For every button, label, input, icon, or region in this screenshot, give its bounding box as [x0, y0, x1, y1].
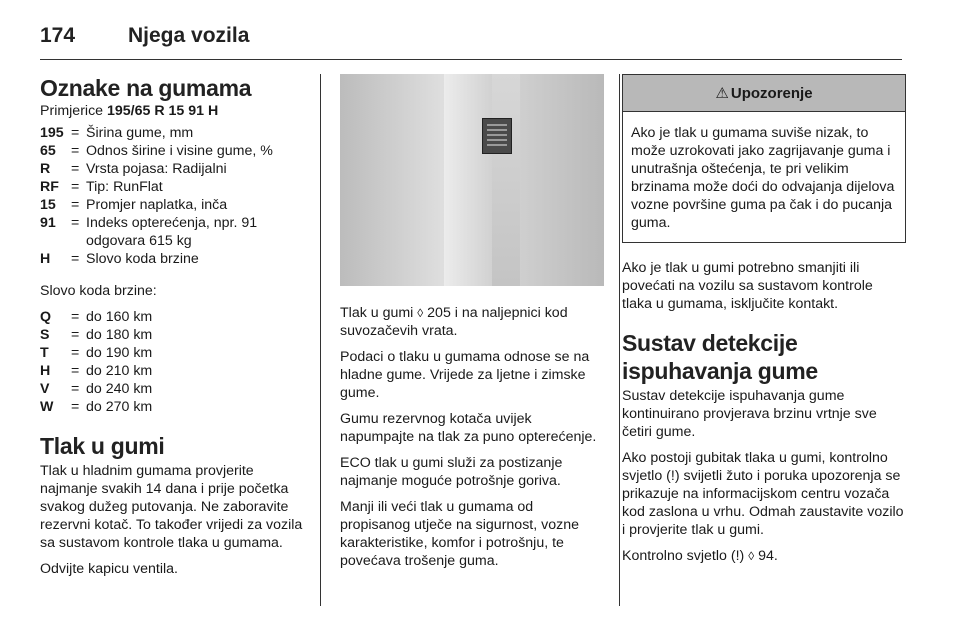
speed-code-key: V: [40, 381, 50, 397]
tyre-code-row: [40, 160, 306, 178]
column-2: [340, 74, 606, 570]
speed-code-value: do 180 km: [86, 327, 153, 343]
page-ref-number[interactable]: 205: [427, 305, 451, 321]
speed-code-eq: =: [71, 345, 80, 361]
speed-code-eq: =: [71, 327, 80, 343]
warning-box: [622, 74, 906, 243]
heading-deflation-detection: Sustav detekcije ispuhavanja gume: [622, 330, 818, 384]
tyre-code-eq: =: [71, 161, 80, 177]
speed-code-key: S: [40, 327, 50, 343]
cold-tyre-paragraph: Podaci o tlaku u gumama odnose se na hladne gume. Vrijede za ljetne i zimske gume.: [340, 349, 590, 401]
warning-triangle-icon: ⚠: [715, 85, 729, 102]
example-prefix: Primjerice: [40, 103, 104, 119]
tyre-code-value: Širina gume, mm: [86, 125, 194, 141]
chapter-title: Njega vozila: [128, 24, 250, 47]
pressure-loss-text: Ako postoji gubitak tlaka u gumi, kontrolno svjetlo: [622, 450, 888, 484]
heading-tyre-pressure: Tlak u gumi: [40, 433, 165, 459]
tyre-warning-light-icon-2: (!): [730, 548, 745, 564]
tyre-code-eq: =: [71, 179, 80, 195]
speed-code-key: W: [40, 399, 54, 415]
page-ref-number-2[interactable]: 94.: [758, 548, 778, 564]
tyre-code-value: Slovo koda brzine: [86, 251, 199, 267]
warning-text: Ako je tlak u gumama suviše nizak, to može uzrokovati jako zagrijavanje guma i unutrašnja oštećenja, te pri velikim brzinama može doći do odvajanja dijelova vozne površine guma pa čak i do pucanja guma.: [631, 125, 895, 231]
tyre-code-row: [40, 250, 306, 268]
tyre-code-eq: =: [71, 143, 80, 159]
spare-wheel-paragraph: Gumu rezervnog kotača uvijek napumpajte na tlak za puno opterećenje.: [340, 411, 597, 445]
tyre-code-key: RF: [40, 179, 59, 195]
tyre-code-row: [40, 178, 306, 196]
tyre-code-value: Tip: RunFlat: [86, 179, 163, 195]
pressure-paragraph: Tlak u hladnim gumama provjerite najmanje svakih 14 dana i prije početka svakog dužeg putovanja. Ne zaboravite rezervni kotač. To također vrijedi za vozila sa sustavom kontrole tlaka u gumama.: [40, 463, 303, 551]
warning-header: [623, 75, 905, 112]
tyre-code-key: R: [40, 161, 51, 177]
eco-paragraph: ECO tlak u gumi služi za postizanje najmanje moguće potrošnje goriva.: [340, 455, 563, 489]
pressure-reference-text-2: i na naljepnici kod suvozačevih vrata.: [340, 305, 568, 339]
tyre-code-eq: =: [71, 215, 80, 231]
speed-code-eq: =: [71, 309, 80, 325]
column-divider-1: [320, 74, 321, 606]
speed-code-value: do 210 km: [86, 363, 153, 379]
photo-shadow: [520, 74, 604, 286]
speed-code-row: [40, 326, 306, 344]
speed-code-key: Q: [40, 309, 52, 325]
speed-code-key: T: [40, 345, 49, 361]
speed-code-eq: =: [71, 363, 80, 379]
example-value: 195/65 R 15 91 H: [107, 103, 219, 119]
detection-paragraph: Sustav detekcije ispuhavanja gume kontinuirano provjerava brzinu vrtnje sve četiri gume.: [622, 388, 877, 440]
speed-code-eq: =: [71, 399, 80, 415]
speed-code-row: [40, 308, 306, 326]
tyre-code-key: 91: [40, 215, 56, 231]
speed-code-value: do 160 km: [86, 309, 153, 325]
tyre-code-key: 65: [40, 143, 56, 159]
header-rule: [40, 59, 902, 60]
speed-code-value: do 270 km: [86, 399, 153, 415]
tyre-code-row: [40, 196, 306, 214]
page-ref-icon-2: ◊: [748, 549, 755, 563]
speed-code-eq: =: [71, 381, 80, 397]
tyre-code-value: Promjer naplatka, inča: [86, 197, 228, 213]
speed-intro: Slovo koda brzine:: [40, 283, 157, 299]
tyre-code-value: Vrsta pojasa: Radijalni: [86, 161, 227, 177]
column-3: [622, 74, 906, 565]
speed-code-row: [40, 380, 306, 398]
pressure-effects-paragraph: Manji ili veći tlak u gumama od propisanog utječe na sigurnost, vozne karakteristike, komfor i potrošnju, te povećava trošenje guma.: [340, 499, 579, 569]
warning-light-text: Kontrolno svjetlo: [622, 548, 727, 564]
page-number: 174: [40, 24, 76, 47]
adjust-pressure-paragraph: Ako je tlak u gumi potrebno smanjiti ili povećati na vozilu sa sustavom kontrole tlaka u gumama, isključite kontakt.: [622, 260, 873, 312]
speed-code-row: [40, 362, 306, 380]
speed-code-row: [40, 344, 306, 362]
speed-code-key: H: [40, 363, 51, 379]
tyre-code-row: [40, 214, 306, 250]
pressure-loss-paragraph: [622, 449, 906, 539]
example-line: [40, 102, 306, 120]
tyre-code-key: 195: [40, 125, 64, 141]
pressure-reference: [340, 304, 606, 340]
door-pillar-photo: [340, 74, 604, 286]
page-ref-icon: ◊: [417, 306, 424, 320]
pressure-loss-text-2: svijetli žuto i poruka upozorenja se prikazuje na informacijskom centru vozača kod zaslona u vrhu. Odmah zaustavite vozilo i provjerite tlak u gumi.: [622, 468, 904, 538]
tyre-code-row: [40, 142, 306, 160]
tyre-code-key: 15: [40, 197, 56, 213]
column-divider-2: [619, 74, 620, 606]
tyre-code-value: Odnos širine i visine gume, %: [86, 143, 273, 159]
tyre-code-key: H: [40, 251, 51, 267]
heading-tyre-markings: Oznake na gumama: [40, 75, 252, 101]
tyre-code-eq: =: [71, 251, 80, 267]
tyre-code-list: [40, 124, 306, 268]
tyre-code-eq: =: [71, 125, 80, 141]
valve-cap-paragraph: Odvijte kapicu ventila.: [40, 561, 179, 577]
tyre-warning-light-icon: (!): [666, 468, 680, 484]
tyre-pressure-sticker: [482, 118, 512, 154]
tyre-code-row: [40, 124, 306, 142]
speed-code-list: [40, 308, 306, 416]
tyre-code-eq: =: [71, 197, 80, 213]
speed-code-row: [40, 398, 306, 416]
warning-title: Upozorenje: [730, 84, 813, 102]
speed-code-value: do 240 km: [86, 381, 153, 397]
page-header: [40, 14, 920, 58]
door-panel: [340, 74, 460, 286]
pressure-reference-text: Tlak u gumi: [340, 305, 414, 321]
warning-light-reference: [622, 547, 906, 565]
column-1: [40, 74, 306, 578]
door-pillar: [444, 74, 492, 286]
speed-code-value: do 190 km: [86, 345, 153, 361]
tyre-code-value: Indeks opterećenja, npr. 91 odgovara 615 kg: [86, 215, 258, 249]
